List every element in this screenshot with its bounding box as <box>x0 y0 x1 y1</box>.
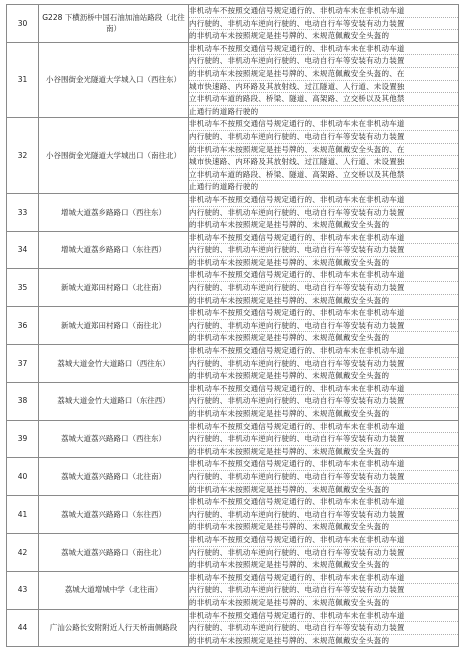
row-number: 43 <box>7 571 39 609</box>
row-number: 31 <box>7 42 39 118</box>
table-row <box>7 571 459 609</box>
location-cell: 荔城大道荔兴路路口（北往南） <box>39 458 189 496</box>
violation-cell <box>189 193 459 231</box>
row-number: 41 <box>7 496 39 534</box>
violation-cell <box>189 420 459 458</box>
location-cell: 小谷围街金光隧道大学城入口（西往东） <box>39 42 189 118</box>
violation-text-line: 非机动车不按照交通信号规定通行的、非机动车未在非机动车道 <box>189 421 458 434</box>
violation-text-line: 非机动车不按照交通信号规定通行的、非机动车未在非机动车道 <box>189 307 458 320</box>
violation-text-line: 非机动车不按照交通信号规定通行的、非机动车未在非机动车道 <box>189 572 458 585</box>
table-row <box>7 496 459 534</box>
row-number: 42 <box>7 533 39 571</box>
violation-text-line: 的非机动车未按照规定是挂号牌的、未规范佩戴安全头盔的 <box>189 220 390 230</box>
violation-text-line: 的非机动车未按照规定是挂号牌的、未规范佩戴安全头盔的 <box>189 333 390 343</box>
table-body <box>7 5 459 647</box>
violation-text-line: 内行驶的、非机动车逆向行驶的、电动自行车等安装有动力装置 <box>189 282 458 295</box>
violation-text-line: 的非机动车未按照规定是挂号牌的、未规范佩戴安全头盔的 <box>189 257 390 267</box>
table-row <box>7 193 459 231</box>
violation-text-line: 内行驶的、非机动车逆向行驶的、电动自行车等安装有动力装置 <box>189 622 458 635</box>
violation-cell <box>189 231 459 269</box>
violation-cell <box>189 345 459 383</box>
violation-text-line: 内行驶的、非机动车逆向行驶的、电动自行车等安装有动力装置 <box>189 547 458 560</box>
violation-cell <box>189 307 459 345</box>
violation-text-line: 内行驶的、非机动车逆向行驶的、电动自行车等安装有动力装置 <box>189 509 458 522</box>
row-number: 34 <box>7 231 39 269</box>
table-row <box>7 458 459 496</box>
violation-text-line: 止通行的道路行驶的 <box>189 182 259 192</box>
violation-text-line: 内行驶的、非机动车逆向行驶的、电动自行车等安装有动力装置 <box>189 207 458 220</box>
violation-text-line: 的非机动车未按照规定是挂号牌的、未规范佩戴安全头盔的 <box>189 560 390 570</box>
table-row <box>7 345 459 383</box>
violation-cell <box>189 5 459 43</box>
violation-text-line: 的非机动车未按照规定是挂号牌的、未规范佩戴安全头盔的 <box>189 597 390 607</box>
violation-text-line: 立非机动车道的路段、桥梁、隧道、高架路、立交桥以及其他禁 <box>189 93 458 106</box>
table-row <box>7 533 459 571</box>
location-cell: 增城大道荔乡路路口（东往西） <box>39 231 189 269</box>
violation-text-line: 非机动车不按照交通信号规定通行的、非机动车未在非机动车道 <box>189 383 458 396</box>
location-cell: 新城大道郑田村路口（北往南） <box>39 269 189 307</box>
violation-text-line: 城市快速路、内环路及其放射线、过江隧道、人行道、未设置独 <box>189 156 458 169</box>
row-number: 38 <box>7 382 39 420</box>
violation-cell <box>189 609 459 647</box>
location-cell: G228 下横沥桥中国石油加油站路段（北往南） <box>39 5 189 43</box>
location-cell: 小谷围街金光隧道大学城出口（南往北） <box>39 118 189 194</box>
violation-text-line: 非机动车不按照交通信号规定通行的、非机动车未在非机动车道 <box>189 194 458 207</box>
location-cell: 广汕公路长安附附近人行天桥南侧路段 <box>39 609 189 647</box>
violation-text-line: 的非机动车未按照规定是挂号牌的、未规范佩戴安全头盔的 <box>189 31 390 41</box>
violation-text-line: 的非机动车未按照规定是挂号牌的、未规范佩戴安全头盔的 <box>189 635 390 645</box>
violation-text-line: 非机动车不按照交通信号规定通行的、非机动车未在非机动车道 <box>189 458 458 471</box>
location-cell: 新城大道郑田村路口（南往北） <box>39 307 189 345</box>
violation-text-line: 非机动车不按照交通信号规定通行的、非机动车未在非机动车道 <box>189 610 458 623</box>
violation-text-line: 内行驶的、非机动车逆向行驶的、电动自行车等安装有动力装置 <box>189 433 458 446</box>
violation-text-line: 内行驶的、非机动车逆向行驶的、电动自行车等安装有动力装置 <box>189 131 458 144</box>
table-row <box>7 609 459 647</box>
violation-text-line: 非机动车不按照交通信号规定通行的、非机动车未在非机动车道 <box>189 232 458 245</box>
violation-text-line: 非机动车不按照交通信号规定通行的、非机动车未在非机动车道 <box>189 345 458 358</box>
table-row <box>7 307 459 345</box>
violation-cell <box>189 118 459 194</box>
location-cell: 荔城大道荔兴路路口（东往西） <box>39 496 189 534</box>
table-row <box>7 42 459 118</box>
violation-text-line: 非机动车不按照交通信号规定通行的、非机动车未在非机动车道 <box>189 534 458 547</box>
violation-text-line: 内行驶的、非机动车逆向行驶的、电动自行车等安装有动力装置 <box>189 244 458 257</box>
row-number: 44 <box>7 609 39 647</box>
row-number: 30 <box>7 5 39 43</box>
location-cell: 荔城大道金竹大道路口（东往西） <box>39 382 189 420</box>
location-cell: 荔城大道荔兴路路口（南往北） <box>39 533 189 571</box>
location-cell: 增城大道荔乡路路口（西往东） <box>39 193 189 231</box>
violation-text-line: 非机动车不按照交通信号规定通行的、非机动车未在非机动车道 <box>189 5 458 18</box>
row-number: 35 <box>7 269 39 307</box>
location-cell: 荔城大道增城中学（北往南） <box>39 571 189 609</box>
violation-text-line: 非机动车不按照交通信号规定通行的、非机动车未在非机动车道 <box>189 269 458 282</box>
violation-text-line: 的非机动车未按照规定是挂号牌的、未规范佩戴安全头盔的、在 <box>189 144 458 157</box>
table-row <box>7 118 459 194</box>
violation-text-line: 的非机动车未按照规定是挂号牌的、未规范佩戴安全头盔的 <box>189 371 390 381</box>
row-number: 33 <box>7 193 39 231</box>
violation-cell <box>189 496 459 534</box>
row-number: 39 <box>7 420 39 458</box>
violation-text-line: 止通行的道路行驶的 <box>189 106 259 116</box>
location-cell: 荔城大道荔兴路路口（西往东） <box>39 420 189 458</box>
violation-cell <box>189 42 459 118</box>
violation-text-line: 内行驶的、非机动车逆向行驶的、电动自行车等安装有动力装置 <box>189 584 458 597</box>
violation-text-line: 非机动车不按照交通信号规定通行的、非机动车未在非机动车道 <box>189 496 458 509</box>
violation-location-table <box>6 4 459 647</box>
table-row <box>7 231 459 269</box>
violation-cell <box>189 533 459 571</box>
violation-text-line: 内行驶的、非机动车逆向行驶的、电动自行车等安装有动力装置 <box>189 471 458 484</box>
row-number: 36 <box>7 307 39 345</box>
violation-text-line: 内行驶的、非机动车逆向行驶的、电动自行车等安装有动力装置 <box>189 395 458 408</box>
violation-cell <box>189 269 459 307</box>
table-row <box>7 382 459 420</box>
violation-text-line: 内行驶的、非机动车逆向行驶的、电动自行车等安装有动力装置 <box>189 18 458 31</box>
location-cell: 荔城大道金竹大道路口（西往东） <box>39 345 189 383</box>
table-row <box>7 420 459 458</box>
violation-text-line: 的非机动车未按照规定是挂号牌的、未规范佩戴安全头盔的 <box>189 295 390 305</box>
violation-text-line: 非机动车不按照交通信号规定通行的、非机动车未在非机动车道 <box>189 118 458 131</box>
row-number: 32 <box>7 118 39 194</box>
violation-text-line: 的非机动车未按照规定是挂号牌的、未规范佩戴安全头盔的 <box>189 409 390 418</box>
violation-cell <box>189 382 459 420</box>
violation-text-line: 的非机动车未按照规定是挂号牌的、未规范佩戴安全头盔的、在 <box>189 68 458 81</box>
violation-text-line: 立非机动车道的路段、桥梁、隧道、高架路、立交桥以及其他禁 <box>189 169 458 182</box>
violation-text-line: 非机动车不按照交通信号规定通行的、非机动车未在非机动车道 <box>189 43 458 56</box>
violation-text-line: 的非机动车未按照规定是挂号牌的、未规范佩戴安全头盔的 <box>189 522 390 532</box>
violation-text-line: 内行驶的、非机动车逆向行驶的、电动自行车等安装有动力装置 <box>189 358 458 371</box>
violation-text-line: 城市快速路、内环路及其放射线、过江隧道、人行道、未设置独 <box>189 81 458 94</box>
row-number: 37 <box>7 345 39 383</box>
violation-cell <box>189 571 459 609</box>
violation-text-line: 内行驶的、非机动车逆向行驶的、电动自行车等安装有动力装置 <box>189 55 458 68</box>
violation-cell <box>189 458 459 496</box>
violation-text-line: 的非机动车未按照规定是挂号牌的、未规范佩戴安全头盔的 <box>189 446 390 456</box>
row-number: 40 <box>7 458 39 496</box>
violation-text-line: 内行驶的、非机动车逆向行驶的、电动自行车等安装有动力装置 <box>189 320 458 333</box>
violation-text-line: 的非机动车未按照规定是挂号牌的、未规范佩戴安全头盔的 <box>189 484 390 494</box>
table-row <box>7 269 459 307</box>
table-row <box>7 5 459 43</box>
